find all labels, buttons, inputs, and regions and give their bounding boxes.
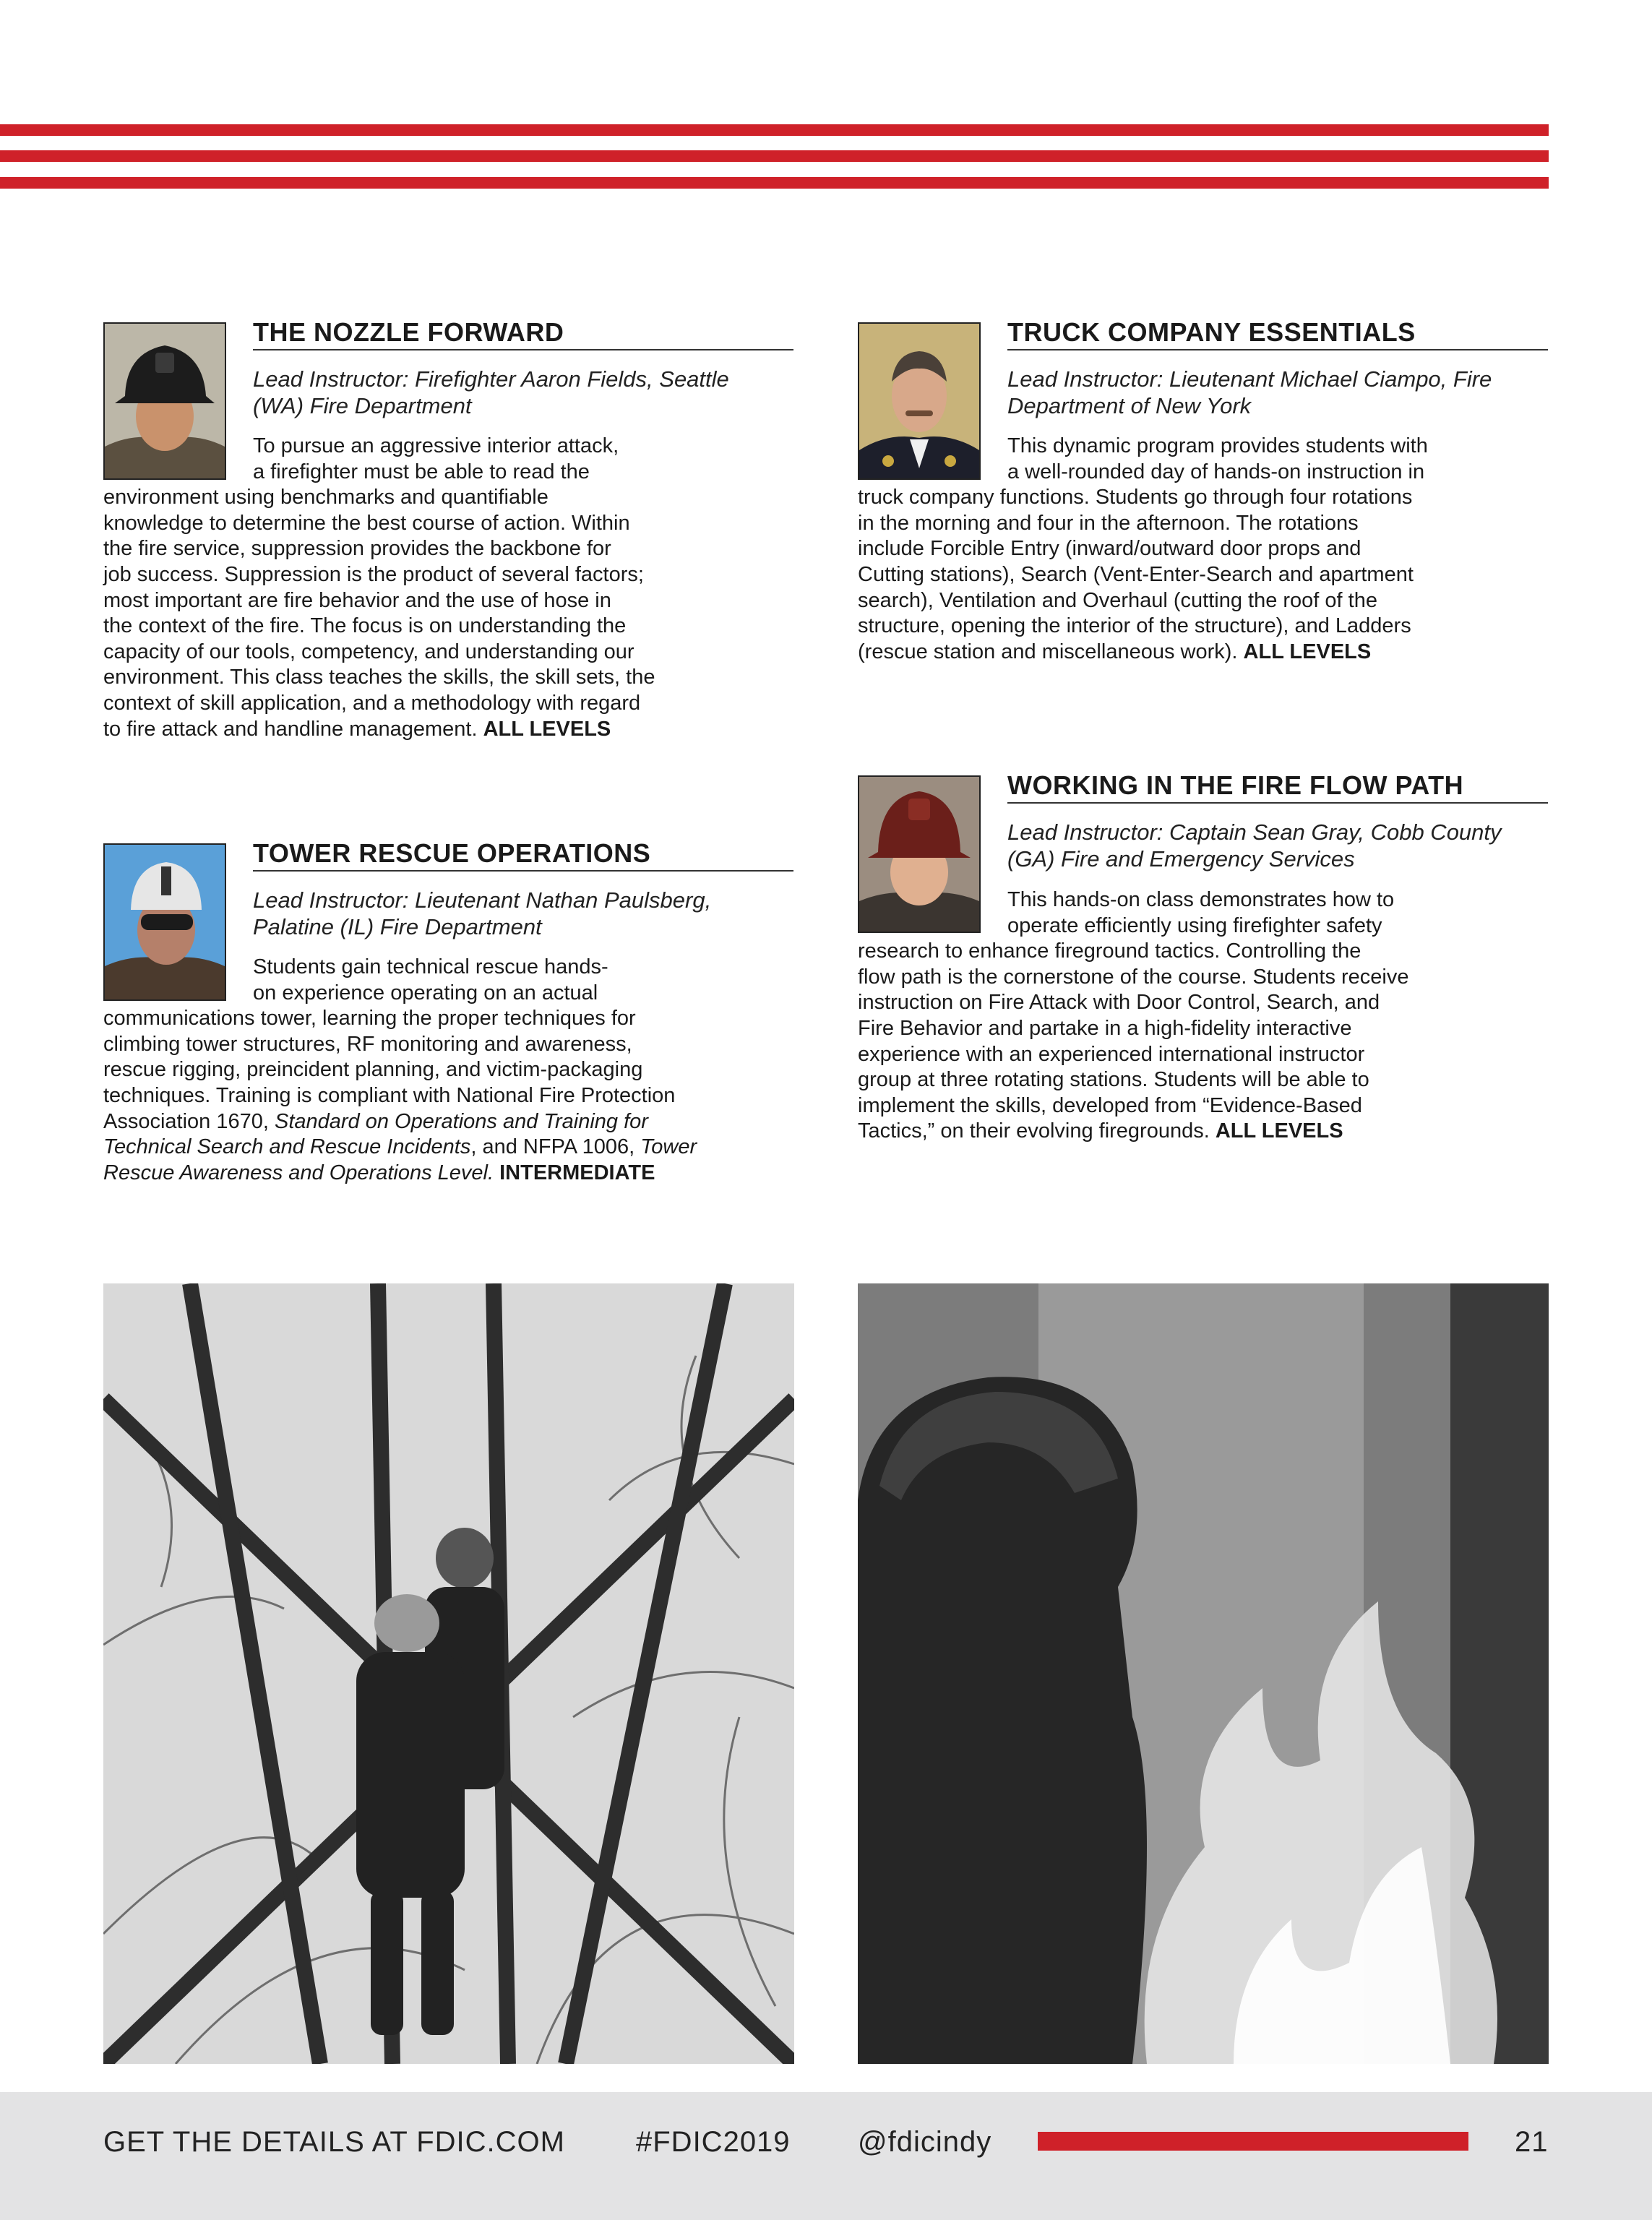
text-line: environment. This class teaches the skills, the skill sets, the — [103, 666, 655, 689]
header-stripe-3 — [0, 177, 1549, 189]
text-line: rescue rigging, preincident planning, and victim-packaging — [103, 1058, 643, 1082]
level-badge-tower-rescue: INTERMEDIATE — [499, 1161, 655, 1184]
text-italic: Rescue Awareness and Operations Level. — [103, 1161, 494, 1184]
text-line: instruction on Fire Attack with Door Control, Search, and — [858, 991, 1380, 1015]
text-line: a firefighter must be able to read the — [253, 460, 590, 483]
text-line: on experience operating on an actual — [253, 981, 598, 1004]
text-italic: Technical Search and Rescue Incidents — [103, 1135, 471, 1159]
text-line: flow path is the cornerstone of the course. Students receive — [858, 965, 1409, 989]
level-badge-nozzle-forward: ALL LEVELS — [483, 717, 611, 741]
footer-accent-bar — [1038, 2132, 1468, 2151]
instructor-fire-flow-path: Lead Instructor: Captain Sean Gray, Cobb County (GA) Fire and Emergency Services — [1007, 819, 1502, 872]
text-line: job success. Suppression is the product of several factors; — [103, 562, 644, 586]
text-italic: Tower — [640, 1135, 697, 1159]
photo-tower-climbers — [103, 1283, 794, 2064]
text-line: (rescue station and miscellaneous work). — [858, 640, 1238, 663]
instructor-nozzle-forward: Lead Instructor: Firefighter Aaron Fields, Seattle (WA) Fire Department — [253, 366, 729, 418]
course-title-fire-flow-path: WORKING IN THE FIRE FLOW PATH — [1007, 770, 1548, 804]
description-truck-company — [858, 434, 1552, 665]
description-tower-rescue — [103, 955, 797, 1186]
footer-hashtag[interactable]: #FDIC2019 — [636, 2126, 791, 2158]
photo-firefighter-flames — [858, 1283, 1549, 2064]
text-line: Cutting stations), Search (Vent-Enter-Search and apartment — [858, 562, 1414, 586]
course-title-tower-rescue: TOWER RESCUE OPERATIONS — [253, 838, 793, 872]
text-line: include Forcible Entry (inward/outward door props and — [858, 537, 1361, 561]
text-line: the context of the fire. The focus is on understanding the — [103, 614, 627, 638]
text-line: context of skill application, and a methodology with regard — [103, 691, 641, 715]
text-line: operate efficiently using firefighter safety — [1007, 913, 1382, 937]
text-line: implement the skills, developed from “Evidence-Based — [858, 1093, 1362, 1117]
description-fire-flow-path — [858, 887, 1552, 1145]
header-stripe-1 — [0, 124, 1549, 136]
text-line: truck company functions. Students go through four rotations — [858, 486, 1413, 509]
text-line: communications tower, learning the proper techniques for — [103, 1007, 636, 1031]
header-stripe-2 — [0, 150, 1549, 162]
text-line: experience with an experienced international instructor — [858, 1042, 1365, 1066]
footer-website-link[interactable]: GET THE DETAILS AT FDIC.COM — [103, 2126, 565, 2158]
text-line: , and NFPA 1006, — [470, 1135, 641, 1159]
course-title-nozzle-forward: THE NOZZLE FORWARD — [253, 317, 793, 350]
text-line: research to enhance fireground tactics. Controlling the — [858, 939, 1361, 963]
text-line: environment using benchmarks and quantifiable — [103, 486, 548, 509]
text-line: in the morning and four in the afternoon. The rotations — [858, 511, 1359, 535]
text-line: capacity of our tools, competency, and understanding our — [103, 640, 634, 663]
text-line: structure, opening the interior of the structure), and Ladders — [858, 614, 1411, 638]
instructor-tower-rescue: Lead Instructor: Lieutenant Nathan Paulsberg, Palatine (IL) Fire Department — [253, 887, 712, 939]
text-line: Students gain technical rescue hands- — [253, 955, 608, 978]
text-line: a well-rounded day of hands-on instruction in — [1007, 460, 1425, 483]
text-line: techniques. Training is compliant with National Fire Protection — [103, 1083, 676, 1107]
text-line: the fire service, suppression provides the backbone for — [103, 537, 611, 561]
text-line: to fire attack and handline management. — [103, 717, 478, 741]
text-line: Tactics,” on their evolving firegrounds. — [858, 1119, 1210, 1143]
text-line: This dynamic program provides students with — [1007, 434, 1428, 457]
level-badge-truck-company: ALL LEVELS — [1243, 640, 1372, 663]
course-title-truck-company: TRUCK COMPANY ESSENTIALS — [1007, 317, 1548, 350]
text-line: group at three rotating stations. Students will be able to — [858, 1068, 1369, 1092]
text-line: search), Ventilation and Overhaul (cutting the roof of the — [858, 588, 1377, 612]
instructor-truck-company: Lead Instructor: Lieutenant Michael Ciampo, Fire Department of New York — [1007, 366, 1492, 418]
text-line: knowledge to determine the best course of action. Within — [103, 511, 630, 535]
text-line: To pursue an aggressive interior attack, — [253, 434, 619, 457]
text-italic: Standard on Operations and Training for — [274, 1109, 648, 1133]
page-number: 21 — [1515, 2126, 1549, 2158]
text-line: This hands-on class demonstrates how to — [1007, 888, 1395, 911]
footer-social-handle[interactable]: @fdicindy — [858, 2126, 992, 2158]
text-line: climbing tower structures, RF monitoring and awareness, — [103, 1032, 632, 1056]
description-nozzle-forward — [103, 434, 797, 742]
text-line: Fire Behavior and partake in a high-fidelity interactive — [858, 1016, 1352, 1040]
text-line: Association 1670, — [103, 1109, 275, 1133]
text-line: most important are fire behavior and the use of hose in — [103, 588, 611, 612]
level-badge-fire-flow-path: ALL LEVELS — [1215, 1119, 1343, 1143]
